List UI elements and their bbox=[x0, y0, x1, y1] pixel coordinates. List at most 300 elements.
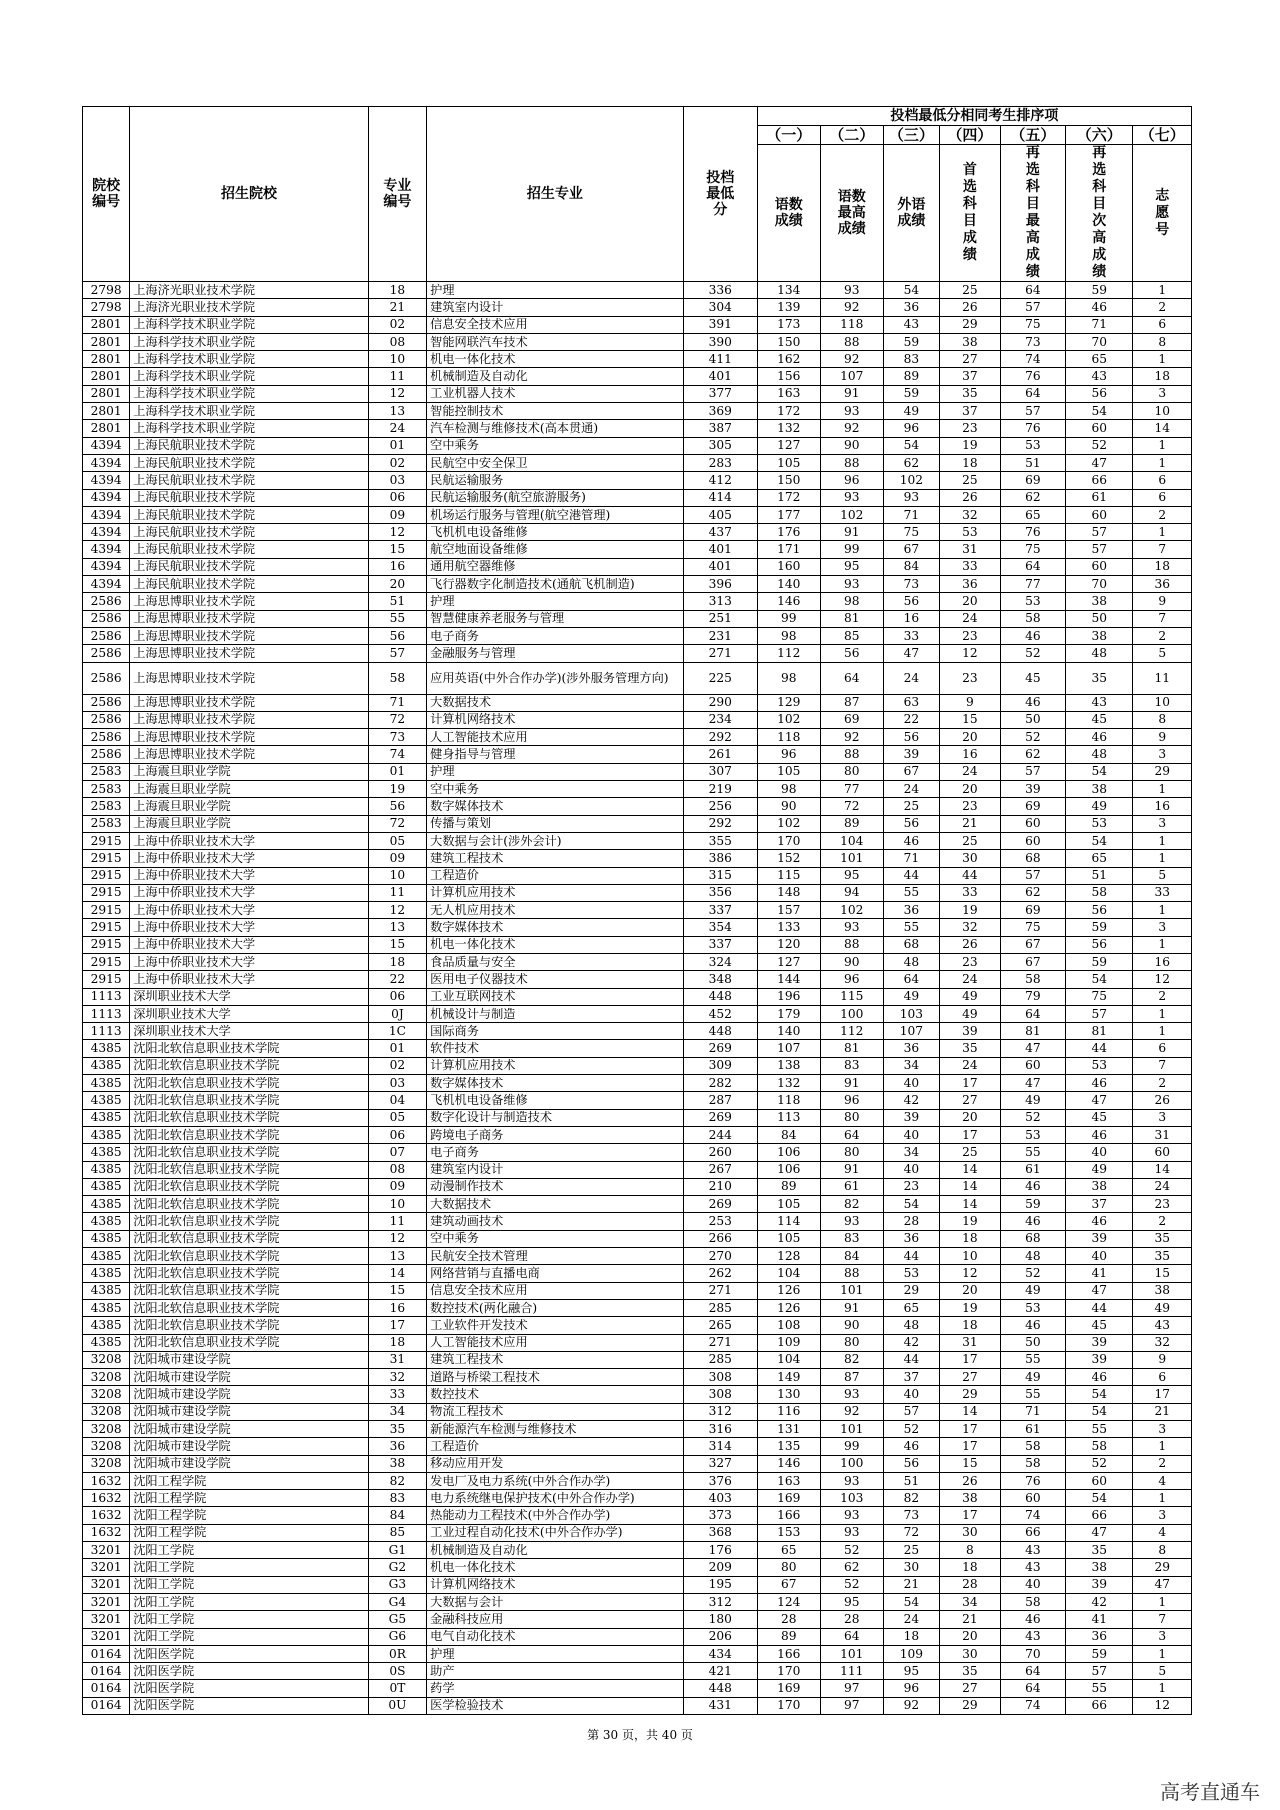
cell-major-name: 国际商务 bbox=[427, 1023, 683, 1040]
table-row bbox=[83, 1680, 1192, 1697]
cell-major-code: 07 bbox=[368, 1144, 426, 1161]
cell-foreign-lang-score: 39 bbox=[883, 746, 939, 763]
cell-first-subject-score: 14 bbox=[940, 1196, 1001, 1213]
cell-reselect-second: 52 bbox=[1065, 437, 1132, 454]
cell-chinese-math-score: 98 bbox=[757, 781, 820, 798]
cell-preference-no: 60 bbox=[1133, 1144, 1192, 1161]
cell-school-code: 4394 bbox=[83, 558, 130, 575]
cell-chinese-math-score: 179 bbox=[757, 1005, 820, 1022]
cell-school-name: 上海民航职业技术学院 bbox=[130, 472, 368, 489]
cell-min-score: 403 bbox=[683, 1490, 757, 1507]
cell-school-name: 沈阳工学院 bbox=[130, 1559, 368, 1576]
cell-major-code: 55 bbox=[368, 610, 426, 627]
table-row bbox=[83, 524, 1192, 541]
cell-reselect-max: 64 bbox=[1000, 558, 1065, 575]
cell-reselect-second: 39 bbox=[1065, 1351, 1132, 1368]
cell-reselect-max: 52 bbox=[1000, 1265, 1065, 1282]
cell-reselect-second: 55 bbox=[1065, 1680, 1132, 1697]
cell-chinese-math-max: 82 bbox=[820, 1351, 883, 1368]
cell-first-subject-score: 19 bbox=[940, 1299, 1001, 1316]
cell-major-code: 13 bbox=[368, 1248, 426, 1265]
cell-chinese-math-max: 93 bbox=[820, 1472, 883, 1489]
cell-preference-no: 8 bbox=[1133, 711, 1192, 728]
cell-foreign-lang-score: 36 bbox=[883, 902, 939, 919]
cell-reselect-max: 58 bbox=[1000, 1455, 1065, 1472]
cell-preference-no: 1 bbox=[1133, 850, 1192, 867]
cell-major-name: 计算机应用技术 bbox=[427, 884, 683, 901]
cell-reselect-second: 50 bbox=[1065, 610, 1132, 627]
cell-major-name: 计算机网络技术 bbox=[427, 1576, 683, 1593]
cell-chinese-math-max: 80 bbox=[820, 763, 883, 780]
cell-reselect-max: 69 bbox=[1000, 472, 1065, 489]
cell-chinese-math-score: 89 bbox=[757, 1628, 820, 1645]
table-row bbox=[83, 316, 1192, 333]
cell-chinese-math-max: 80 bbox=[820, 1144, 883, 1161]
cell-school-name: 沈阳工程学院 bbox=[130, 1524, 368, 1541]
cell-school-code: 3208 bbox=[83, 1438, 130, 1455]
cell-reselect-second: 37 bbox=[1065, 1196, 1132, 1213]
cell-min-score: 269 bbox=[683, 1196, 757, 1213]
cell-major-name: 电力系统继电保护技术(中外合作办学) bbox=[427, 1490, 683, 1507]
cell-major-code: 09 bbox=[368, 506, 426, 523]
table-row bbox=[83, 919, 1192, 936]
cell-preference-no: 24 bbox=[1133, 1178, 1192, 1195]
cell-foreign-lang-score: 40 bbox=[883, 1075, 939, 1092]
cell-first-subject-score: 16 bbox=[940, 746, 1001, 763]
cell-school-code: 2915 bbox=[83, 884, 130, 901]
cell-school-code: 2915 bbox=[83, 867, 130, 884]
cell-first-subject-score: 23 bbox=[940, 662, 1001, 694]
cell-foreign-lang-score: 49 bbox=[883, 988, 939, 1005]
cell-foreign-lang-score: 96 bbox=[883, 1680, 939, 1697]
cell-min-score: 285 bbox=[683, 1351, 757, 1368]
cell-major-name: 数字化设计与制造技术 bbox=[427, 1109, 683, 1126]
table-row bbox=[83, 1299, 1192, 1316]
cell-reselect-max: 79 bbox=[1000, 988, 1065, 1005]
cell-school-name: 上海震旦职业学院 bbox=[130, 815, 368, 832]
cell-reselect-second: 60 bbox=[1065, 420, 1132, 437]
cell-first-subject-score: 19 bbox=[940, 1213, 1001, 1230]
cell-chinese-math-max: 96 bbox=[820, 971, 883, 988]
cell-min-score: 210 bbox=[683, 1178, 757, 1195]
table-row bbox=[83, 1542, 1192, 1559]
cell-school-code: 2801 bbox=[83, 420, 130, 437]
cell-foreign-lang-score: 84 bbox=[883, 558, 939, 575]
cell-reselect-second: 57 bbox=[1065, 541, 1132, 558]
cell-major-code: 11 bbox=[368, 884, 426, 901]
cell-first-subject-score: 30 bbox=[940, 1524, 1001, 1541]
cell-school-name: 沈阳北软信息职业技术学院 bbox=[130, 1161, 368, 1178]
table-row bbox=[83, 1472, 1192, 1489]
cell-reselect-max: 57 bbox=[1000, 403, 1065, 420]
cell-chinese-math-score: 150 bbox=[757, 333, 820, 350]
cell-school-code: 2586 bbox=[83, 662, 130, 694]
cell-reselect-second: 38 bbox=[1065, 781, 1132, 798]
cell-reselect-max: 64 bbox=[1000, 385, 1065, 402]
table-row bbox=[83, 1663, 1192, 1680]
cell-major-code: 03 bbox=[368, 1075, 426, 1092]
table-row bbox=[83, 815, 1192, 832]
cell-min-score: 401 bbox=[683, 558, 757, 575]
cell-school-code: 4394 bbox=[83, 506, 130, 523]
cell-reselect-second: 66 bbox=[1065, 1697, 1132, 1714]
cell-chinese-math-score: 133 bbox=[757, 919, 820, 936]
cell-chinese-math-score: 146 bbox=[757, 593, 820, 610]
cell-major-name: 护理 bbox=[427, 1645, 683, 1662]
table-row bbox=[83, 645, 1192, 662]
cell-reselect-second: 60 bbox=[1065, 558, 1132, 575]
cell-preference-no: 1 bbox=[1133, 351, 1192, 368]
cell-reselect-second: 52 bbox=[1065, 1455, 1132, 1472]
table-row bbox=[83, 711, 1192, 728]
cell-major-name: 金融科技应用 bbox=[427, 1611, 683, 1628]
cell-major-name: 机电一体化技术 bbox=[427, 1559, 683, 1576]
cell-preference-no: 26 bbox=[1133, 1092, 1192, 1109]
table-row bbox=[83, 662, 1192, 694]
cell-chinese-math-score: 116 bbox=[757, 1403, 820, 1420]
cell-chinese-math-max: 93 bbox=[820, 1386, 883, 1403]
cell-preference-no: 1 bbox=[1133, 454, 1192, 471]
cell-min-score: 180 bbox=[683, 1611, 757, 1628]
cell-school-name: 沈阳工学院 bbox=[130, 1593, 368, 1610]
cell-first-subject-score: 26 bbox=[940, 299, 1001, 316]
cell-school-name: 沈阳工学院 bbox=[130, 1628, 368, 1645]
cell-school-code: 2801 bbox=[83, 368, 130, 385]
header-order-4: （四） bbox=[940, 126, 1001, 145]
cell-major-code: 01 bbox=[368, 1040, 426, 1057]
cell-chinese-math-max: 100 bbox=[820, 1455, 883, 1472]
cell-chinese-math-score: 163 bbox=[757, 385, 820, 402]
cell-major-name: 护理 bbox=[427, 763, 683, 780]
cell-school-code: 4385 bbox=[83, 1299, 130, 1316]
cell-chinese-math-max: 88 bbox=[820, 333, 883, 350]
cell-preference-no: 35 bbox=[1133, 1230, 1192, 1247]
header-tie-group: 投档最低分相同考生排序项 bbox=[757, 107, 1191, 126]
cell-reselect-max: 49 bbox=[1000, 1369, 1065, 1386]
cell-reselect-second: 45 bbox=[1065, 1317, 1132, 1334]
header-tie-item-1: 语数成绩 bbox=[757, 145, 820, 282]
admission-score-table bbox=[82, 106, 1192, 1715]
cell-chinese-math-max: 101 bbox=[820, 850, 883, 867]
cell-major-name: 信息安全技术应用 bbox=[427, 316, 683, 333]
cell-foreign-lang-score: 29 bbox=[883, 1282, 939, 1299]
cell-chinese-math-score: 105 bbox=[757, 1230, 820, 1247]
cell-min-score: 411 bbox=[683, 351, 757, 368]
cell-min-score: 391 bbox=[683, 316, 757, 333]
cell-school-code: 4385 bbox=[83, 1178, 130, 1195]
cell-first-subject-score: 12 bbox=[940, 645, 1001, 662]
cell-reselect-max: 55 bbox=[1000, 1144, 1065, 1161]
cell-reselect-second: 60 bbox=[1065, 1472, 1132, 1489]
cell-foreign-lang-score: 54 bbox=[883, 1196, 939, 1213]
cell-school-name: 上海济光职业技术学院 bbox=[130, 299, 368, 316]
cell-reselect-max: 46 bbox=[1000, 1213, 1065, 1230]
cell-chinese-math-max: 89 bbox=[820, 815, 883, 832]
cell-min-score: 283 bbox=[683, 454, 757, 471]
cell-school-name: 沈阳北软信息职业技术学院 bbox=[130, 1040, 368, 1057]
cell-school-code: 4385 bbox=[83, 1057, 130, 1074]
cell-chinese-math-score: 115 bbox=[757, 867, 820, 884]
cell-foreign-lang-score: 40 bbox=[883, 1386, 939, 1403]
cell-school-name: 沈阳工学院 bbox=[130, 1611, 368, 1628]
cell-major-code: 03 bbox=[368, 472, 426, 489]
table-row bbox=[83, 403, 1192, 420]
cell-min-score: 448 bbox=[683, 1023, 757, 1040]
cell-major-name: 软件技术 bbox=[427, 1040, 683, 1057]
cell-foreign-lang-score: 73 bbox=[883, 1507, 939, 1524]
cell-chinese-math-max: 102 bbox=[820, 506, 883, 523]
cell-reselect-max: 45 bbox=[1000, 662, 1065, 694]
cell-major-name: 民航空中安全保卫 bbox=[427, 454, 683, 471]
table-body bbox=[83, 282, 1192, 1715]
cell-first-subject-score: 14 bbox=[940, 1161, 1001, 1178]
cell-preference-no: 3 bbox=[1133, 815, 1192, 832]
cell-chinese-math-score: 130 bbox=[757, 1386, 820, 1403]
cell-reselect-max: 53 bbox=[1000, 593, 1065, 610]
cell-reselect-max: 57 bbox=[1000, 867, 1065, 884]
cell-chinese-math-score: 120 bbox=[757, 936, 820, 953]
cell-major-code: 12 bbox=[368, 385, 426, 402]
cell-first-subject-score: 27 bbox=[940, 1369, 1001, 1386]
cell-chinese-math-max: 62 bbox=[820, 1559, 883, 1576]
cell-school-code: 2586 bbox=[83, 694, 130, 711]
table-row bbox=[83, 1334, 1192, 1351]
cell-school-name: 上海民航职业技术学院 bbox=[130, 506, 368, 523]
cell-school-name: 沈阳北软信息职业技术学院 bbox=[130, 1317, 368, 1334]
cell-chinese-math-score: 132 bbox=[757, 1075, 820, 1092]
cell-reselect-max: 49 bbox=[1000, 1092, 1065, 1109]
cell-reselect-second: 43 bbox=[1065, 694, 1132, 711]
table-row bbox=[83, 1196, 1192, 1213]
cell-major-code: G3 bbox=[368, 1576, 426, 1593]
cell-school-code: 0164 bbox=[83, 1697, 130, 1714]
cell-major-code: G5 bbox=[368, 1611, 426, 1628]
cell-school-name: 沈阳北软信息职业技术学院 bbox=[130, 1178, 368, 1195]
cell-foreign-lang-score: 68 bbox=[883, 936, 939, 953]
cell-major-name: 空中乘务 bbox=[427, 437, 683, 454]
cell-school-code: 2798 bbox=[83, 282, 130, 299]
cell-school-code: 2586 bbox=[83, 746, 130, 763]
cell-preference-no: 3 bbox=[1133, 746, 1192, 763]
cell-min-score: 354 bbox=[683, 919, 757, 936]
cell-school-name: 沈阳工程学院 bbox=[130, 1472, 368, 1489]
cell-chinese-math-score: 67 bbox=[757, 1576, 820, 1593]
cell-foreign-lang-score: 67 bbox=[883, 763, 939, 780]
cell-min-score: 405 bbox=[683, 506, 757, 523]
cell-reselect-second: 61 bbox=[1065, 489, 1132, 506]
cell-school-code: 0164 bbox=[83, 1645, 130, 1662]
cell-preference-no: 1 bbox=[1133, 1438, 1192, 1455]
cell-major-code: 15 bbox=[368, 541, 426, 558]
table-row bbox=[83, 299, 1192, 316]
table-row bbox=[83, 1611, 1192, 1628]
cell-preference-no: 2 bbox=[1133, 299, 1192, 316]
cell-foreign-lang-score: 54 bbox=[883, 282, 939, 299]
cell-preference-no: 18 bbox=[1133, 558, 1192, 575]
cell-preference-no: 36 bbox=[1133, 576, 1192, 593]
table-row bbox=[83, 1282, 1192, 1299]
table-row bbox=[83, 1351, 1192, 1368]
cell-first-subject-score: 30 bbox=[940, 1645, 1001, 1662]
cell-reselect-second: 45 bbox=[1065, 1109, 1132, 1126]
cell-chinese-math-score: 102 bbox=[757, 711, 820, 728]
cell-foreign-lang-score: 57 bbox=[883, 1403, 939, 1420]
cell-major-code: 22 bbox=[368, 971, 426, 988]
cell-foreign-lang-score: 42 bbox=[883, 1334, 939, 1351]
header-school-code: 院校编号 bbox=[83, 107, 130, 282]
table-row bbox=[83, 988, 1192, 1005]
cell-school-code: 2915 bbox=[83, 971, 130, 988]
cell-min-score: 376 bbox=[683, 1472, 757, 1489]
table-row bbox=[83, 1421, 1192, 1438]
cell-foreign-lang-score: 22 bbox=[883, 711, 939, 728]
cell-school-code: 4385 bbox=[83, 1230, 130, 1247]
cell-school-name: 沈阳城市建设学院 bbox=[130, 1369, 368, 1386]
cell-chinese-math-score: 169 bbox=[757, 1490, 820, 1507]
cell-school-code: 1632 bbox=[83, 1507, 130, 1524]
cell-preference-no: 31 bbox=[1133, 1126, 1192, 1143]
cell-foreign-lang-score: 47 bbox=[883, 645, 939, 662]
cell-school-code: 2915 bbox=[83, 919, 130, 936]
cell-min-score: 285 bbox=[683, 1299, 757, 1316]
cell-school-code: 2801 bbox=[83, 385, 130, 402]
table-row bbox=[83, 1524, 1192, 1541]
cell-school-name: 上海思博职业技术学院 bbox=[130, 593, 368, 610]
cell-first-subject-score: 21 bbox=[940, 1611, 1001, 1628]
cell-foreign-lang-score: 44 bbox=[883, 867, 939, 884]
cell-chinese-math-max: 72 bbox=[820, 798, 883, 815]
cell-school-code: 4394 bbox=[83, 541, 130, 558]
cell-preference-no: 1 bbox=[1133, 1023, 1192, 1040]
cell-major-code: 10 bbox=[368, 867, 426, 884]
cell-foreign-lang-score: 65 bbox=[883, 1299, 939, 1316]
cell-major-code: 10 bbox=[368, 1196, 426, 1213]
cell-reselect-max: 61 bbox=[1000, 1161, 1065, 1178]
cell-preference-no: 6 bbox=[1133, 489, 1192, 506]
cell-school-name: 上海中侨职业技术大学 bbox=[130, 867, 368, 884]
cell-min-score: 355 bbox=[683, 832, 757, 849]
cell-preference-no: 1 bbox=[1133, 1680, 1192, 1697]
cell-school-name: 沈阳城市建设学院 bbox=[130, 1351, 368, 1368]
cell-first-subject-score: 38 bbox=[940, 333, 1001, 350]
cell-reselect-max: 43 bbox=[1000, 1628, 1065, 1645]
cell-school-code: 2586 bbox=[83, 610, 130, 627]
cell-preference-no: 3 bbox=[1133, 1109, 1192, 1126]
cell-min-score: 260 bbox=[683, 1144, 757, 1161]
cell-major-code: 0J bbox=[368, 1005, 426, 1022]
cell-reselect-max: 68 bbox=[1000, 1230, 1065, 1247]
table-row bbox=[83, 1697, 1192, 1714]
cell-major-code: 21 bbox=[368, 299, 426, 316]
cell-major-name: 数控技术 bbox=[427, 1386, 683, 1403]
cell-min-score: 269 bbox=[683, 1109, 757, 1126]
cell-major-name: 智能网联汽车技术 bbox=[427, 333, 683, 350]
cell-school-name: 上海中侨职业技术大学 bbox=[130, 953, 368, 970]
cell-major-code: 09 bbox=[368, 1178, 426, 1195]
cell-reselect-second: 43 bbox=[1065, 368, 1132, 385]
cell-preference-no: 9 bbox=[1133, 593, 1192, 610]
cell-min-score: 307 bbox=[683, 763, 757, 780]
cell-min-score: 195 bbox=[683, 1576, 757, 1593]
cell-major-name: 道路与桥梁工程技术 bbox=[427, 1369, 683, 1386]
cell-chinese-math-score: 138 bbox=[757, 1057, 820, 1074]
cell-school-name: 上海思博职业技术学院 bbox=[130, 627, 368, 644]
cell-foreign-lang-score: 53 bbox=[883, 1265, 939, 1282]
cell-reselect-max: 68 bbox=[1000, 850, 1065, 867]
cell-first-subject-score: 10 bbox=[940, 1248, 1001, 1265]
cell-school-code: 4394 bbox=[83, 454, 130, 471]
cell-preference-no: 7 bbox=[1133, 610, 1192, 627]
cell-preference-no: 18 bbox=[1133, 368, 1192, 385]
cell-first-subject-score: 26 bbox=[940, 1472, 1001, 1489]
cell-reselect-max: 55 bbox=[1000, 1351, 1065, 1368]
cell-first-subject-score: 24 bbox=[940, 610, 1001, 627]
cell-reselect-max: 64 bbox=[1000, 282, 1065, 299]
cell-school-code: 2583 bbox=[83, 815, 130, 832]
cell-reselect-second: 47 bbox=[1065, 1092, 1132, 1109]
cell-major-code: G4 bbox=[368, 1593, 426, 1610]
cell-school-code: 3201 bbox=[83, 1542, 130, 1559]
cell-school-name: 沈阳医学院 bbox=[130, 1663, 368, 1680]
cell-school-name: 上海思博职业技术学院 bbox=[130, 694, 368, 711]
cell-school-name: 沈阳城市建设学院 bbox=[130, 1421, 368, 1438]
cell-major-name: 空中乘务 bbox=[427, 1230, 683, 1247]
cell-major-code: 72 bbox=[368, 711, 426, 728]
cell-foreign-lang-score: 72 bbox=[883, 1524, 939, 1541]
table-row bbox=[83, 1057, 1192, 1074]
cell-school-name: 沈阳北软信息职业技术学院 bbox=[130, 1265, 368, 1282]
cell-foreign-lang-score: 54 bbox=[883, 437, 939, 454]
cell-school-code: 1113 bbox=[83, 988, 130, 1005]
cell-reselect-second: 38 bbox=[1065, 627, 1132, 644]
cell-school-name: 上海震旦职业学院 bbox=[130, 763, 368, 780]
cell-major-name: 医学检验技术 bbox=[427, 1697, 683, 1714]
cell-chinese-math-max: 103 bbox=[820, 1490, 883, 1507]
table-row bbox=[83, 1178, 1192, 1195]
cell-school-name: 沈阳城市建设学院 bbox=[130, 1386, 368, 1403]
cell-school-code: 2583 bbox=[83, 781, 130, 798]
cell-reselect-max: 76 bbox=[1000, 1472, 1065, 1489]
cell-reselect-max: 74 bbox=[1000, 1507, 1065, 1524]
cell-preference-no: 2 bbox=[1133, 1455, 1192, 1472]
cell-preference-no: 7 bbox=[1133, 1611, 1192, 1628]
table-row bbox=[83, 1092, 1192, 1109]
cell-school-name: 沈阳北软信息职业技术学院 bbox=[130, 1109, 368, 1126]
cell-school-code: 3201 bbox=[83, 1576, 130, 1593]
cell-chinese-math-score: 152 bbox=[757, 850, 820, 867]
cell-school-code: 4385 bbox=[83, 1126, 130, 1143]
cell-foreign-lang-score: 56 bbox=[883, 1455, 939, 1472]
cell-reselect-second: 53 bbox=[1065, 815, 1132, 832]
cell-school-code: 3201 bbox=[83, 1559, 130, 1576]
cell-major-code: 02 bbox=[368, 1057, 426, 1074]
cell-reselect-second: 66 bbox=[1065, 472, 1132, 489]
cell-major-code: 56 bbox=[368, 798, 426, 815]
cell-school-code: 1113 bbox=[83, 1023, 130, 1040]
cell-reselect-second: 56 bbox=[1065, 902, 1132, 919]
cell-reselect-max: 46 bbox=[1000, 627, 1065, 644]
cell-major-name: 应用英语(中外合作办学)(涉外服务管理方向) bbox=[427, 662, 683, 694]
cell-chinese-math-score: 126 bbox=[757, 1282, 820, 1299]
cell-major-name: 大数据与会计(涉外会计) bbox=[427, 832, 683, 849]
cell-major-code: 13 bbox=[368, 403, 426, 420]
cell-school-code: 2798 bbox=[83, 299, 130, 316]
cell-reselect-second: 46 bbox=[1065, 1126, 1132, 1143]
cell-major-code: 09 bbox=[368, 850, 426, 867]
cell-chinese-math-max: 92 bbox=[820, 351, 883, 368]
cell-min-score: 337 bbox=[683, 936, 757, 953]
cell-chinese-math-max: 91 bbox=[820, 385, 883, 402]
